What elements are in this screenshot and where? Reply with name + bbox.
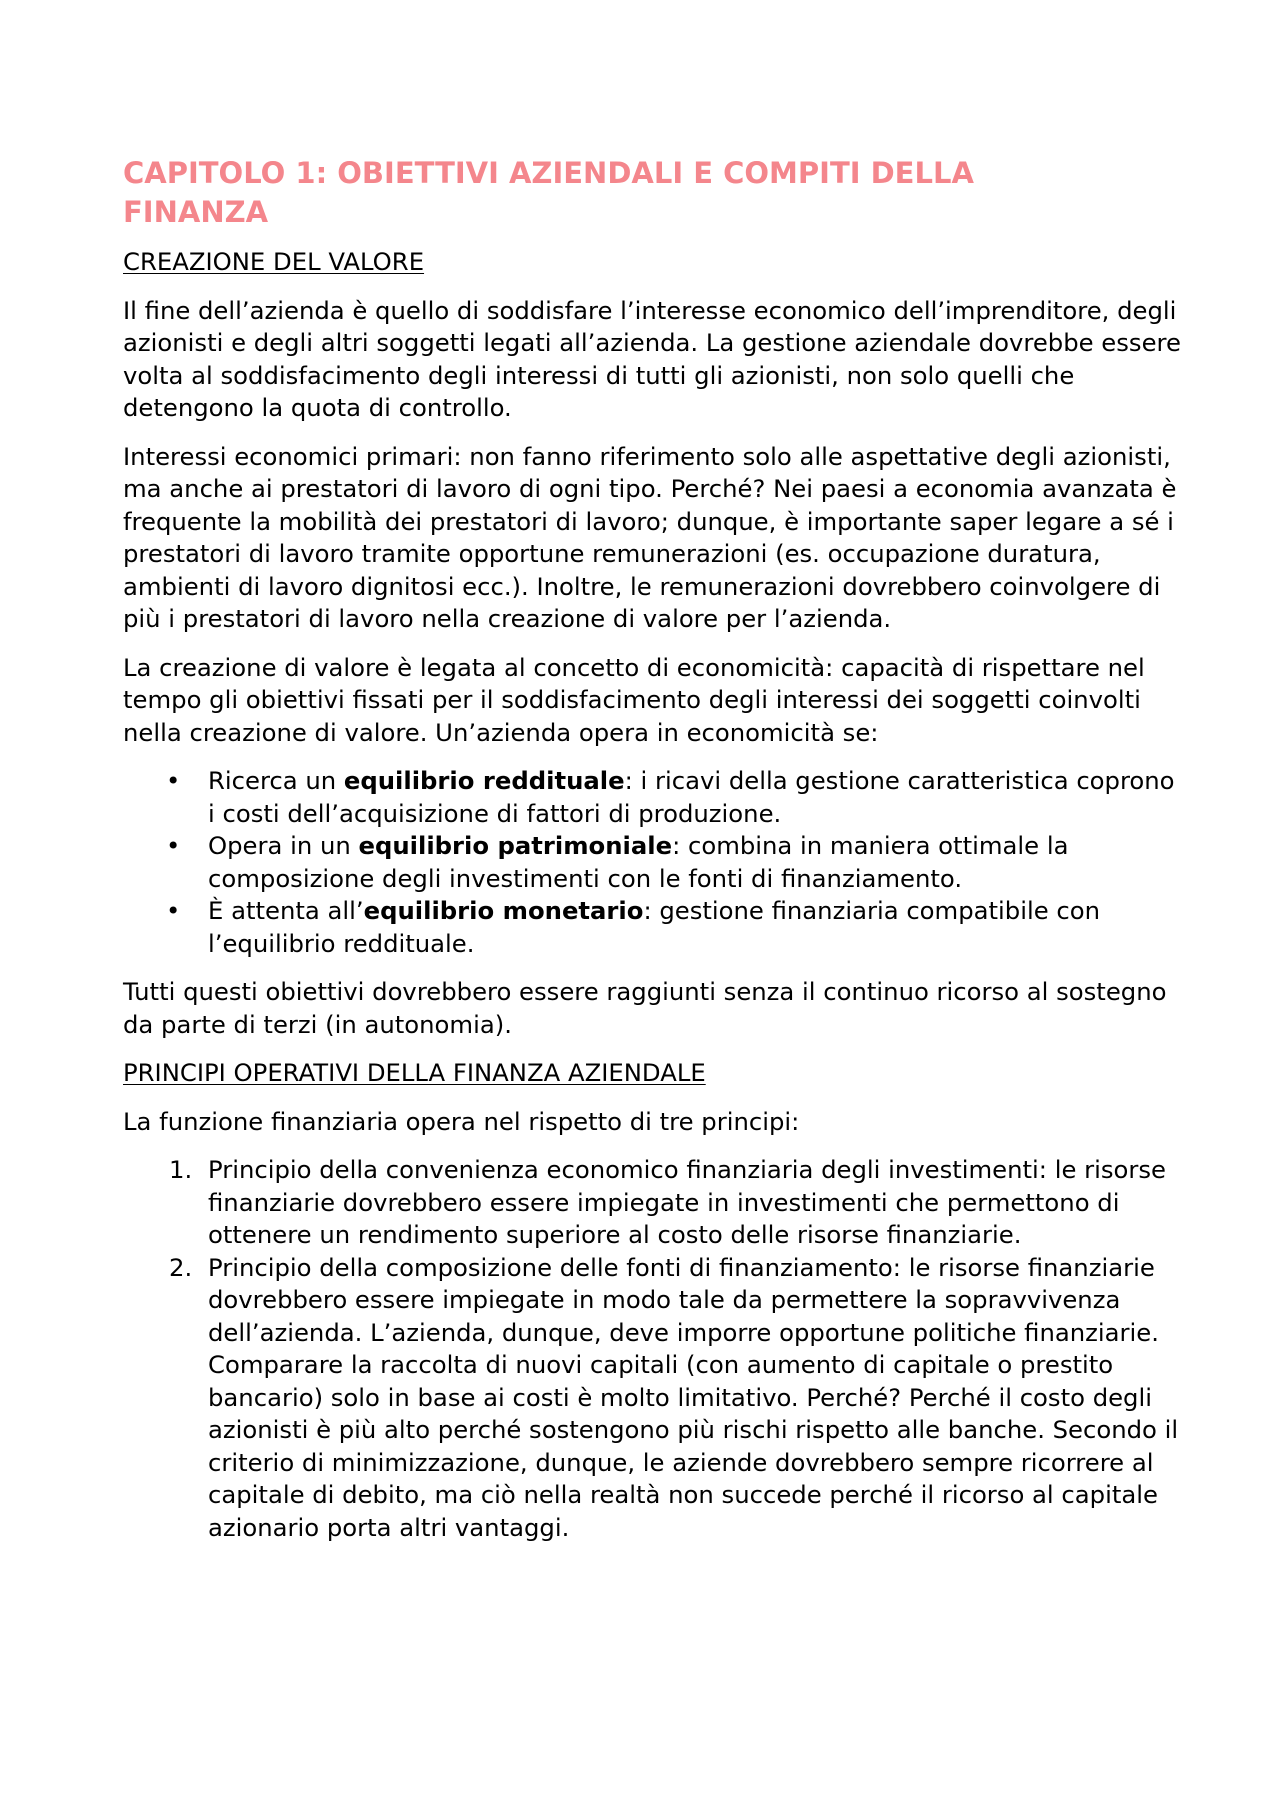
numbered-item (123, 1252, 1183, 1545)
paragraph-2: Interessi economici primari: non fanno riferimento solo alle aspettative degli azionisti, ma anche ai prestatori di lavoro di ogni tipo. Perché? Nei paesi a economia avanzata è frequente la mobilità dei prestatori di lavoro; dunque, è importante saper legare a sé i prestatori di lavoro tramite opportune remunerazioni (es. occupazione duratura, ambienti di lavoro dignitosi ecc.). Inoltre, le remunerazioni dovrebbero coinvolgere di più i prestatori di lavoro nella creazione di valore per l’azienda. (123, 441, 1177, 633)
numbered-list (123, 1154, 1183, 1544)
bullet-text-after: : gestione finanziaria compatibile con l’equilibrio reddituale. (208, 896, 1101, 958)
paragraph-1: Il fine dell’azienda è quello di soddisfare l’interesse economico dell’imprenditore, degli azionisti e degli altri soggetti legati all’azienda. La gestione aziendale dovrebbe essere volta al soddisfacimento degli interessi di tutti gli azionisti, non solo quelli che detengono la quota di controllo. (123, 295, 1181, 422)
item-number: 2. (169, 1252, 193, 1282)
bullet-text-before: Ricerca un (208, 766, 344, 795)
paragraph-intro-principi: La funzione finanziaria opera nel rispetto di tre principi: (123, 1106, 800, 1136)
document-page (123, 154, 1183, 1560)
bullet-text-before: È attenta all’ (208, 896, 364, 925)
bullet-glyph: • (166, 831, 181, 860)
bullet-bold-term: equilibrio patrimoniale (358, 831, 673, 860)
bullet-bold-term: equilibrio monetario (363, 896, 644, 925)
item-text: Principio della convenienza economico finanziaria degli investimenti: le risorse finanziarie dovrebbero essere impiegate in investimenti che permettono di ottenere un rendimento superiore al costo delle risorse finanziarie. (208, 1155, 1166, 1249)
numbered-item (123, 1154, 1183, 1252)
bullet-text-before: Opera in un (208, 831, 359, 860)
bullet-text-after: : i ricavi della gestione caratteristica coprono i costi dell’acquisizione di fattori di produzione. (208, 766, 1175, 828)
bullet-glyph: • (166, 896, 181, 925)
item-text: Principio della composizione delle fonti di finanziamento: le risorse finanziarie dovrebbero essere impiegate in modo tale da permettere la sopravvivenza dell’azienda. L’azienda, dunque, deve imporre opportune politiche finanziarie. Comparare la raccolta di nuovi capitali (con aumento di capitale o prestito bancario) solo in base ai costi è molto limitativo. Perché? Perché il costo degli azionisti è più alto perché sostengono più rischi rispetto alle banche. Secondo il criterio di minimizzazione, dunque, le aziende dovrebbero sempre ricorrere al capitale di debito, ma ciò nella realtà non succede perché il ricorso al capitale azionario porta altri vantaggi. (208, 1252, 1179, 1542)
paragraph-3: La creazione di valore è legata al concetto di economicità: capacità di rispettare nel tempo gli obiettivi fissati per il soddisfacimento degli interessi dei soggetti coinvolti nella creazione di valore. Un’azienda opera in economicità se: (123, 652, 1145, 747)
section-heading-creazione-valore: CREAZIONE DEL VALORE (123, 247, 425, 276)
chapter-title: CAPITOLO 1: OBIETTIVI AZIENDALI E COMPITI DELLA FINANZA (123, 156, 974, 229)
item-number: 1. (169, 1155, 193, 1184)
bullet-text-after: : combina in maniera ottimale la composizione degli investimenti con le fonti di finanziamento. (208, 831, 1069, 893)
section-heading-principi-operativi: PRINCIPI OPERATIVI DELLA FINANZA AZIENDALE (123, 1058, 706, 1087)
bullet-item (123, 765, 1183, 830)
paragraph-4: Tutti questi obiettivi dovrebbero essere raggiunti senza il continuo ricorso al sostegno da parte di terzi (in autonomia). (123, 977, 1167, 1039)
bullet-item (123, 895, 1183, 960)
bullet-item (123, 830, 1183, 895)
bullet-glyph: • (166, 766, 181, 795)
bullet-list (123, 765, 1183, 960)
bullet-bold-term: equilibrio reddituale (343, 766, 625, 795)
